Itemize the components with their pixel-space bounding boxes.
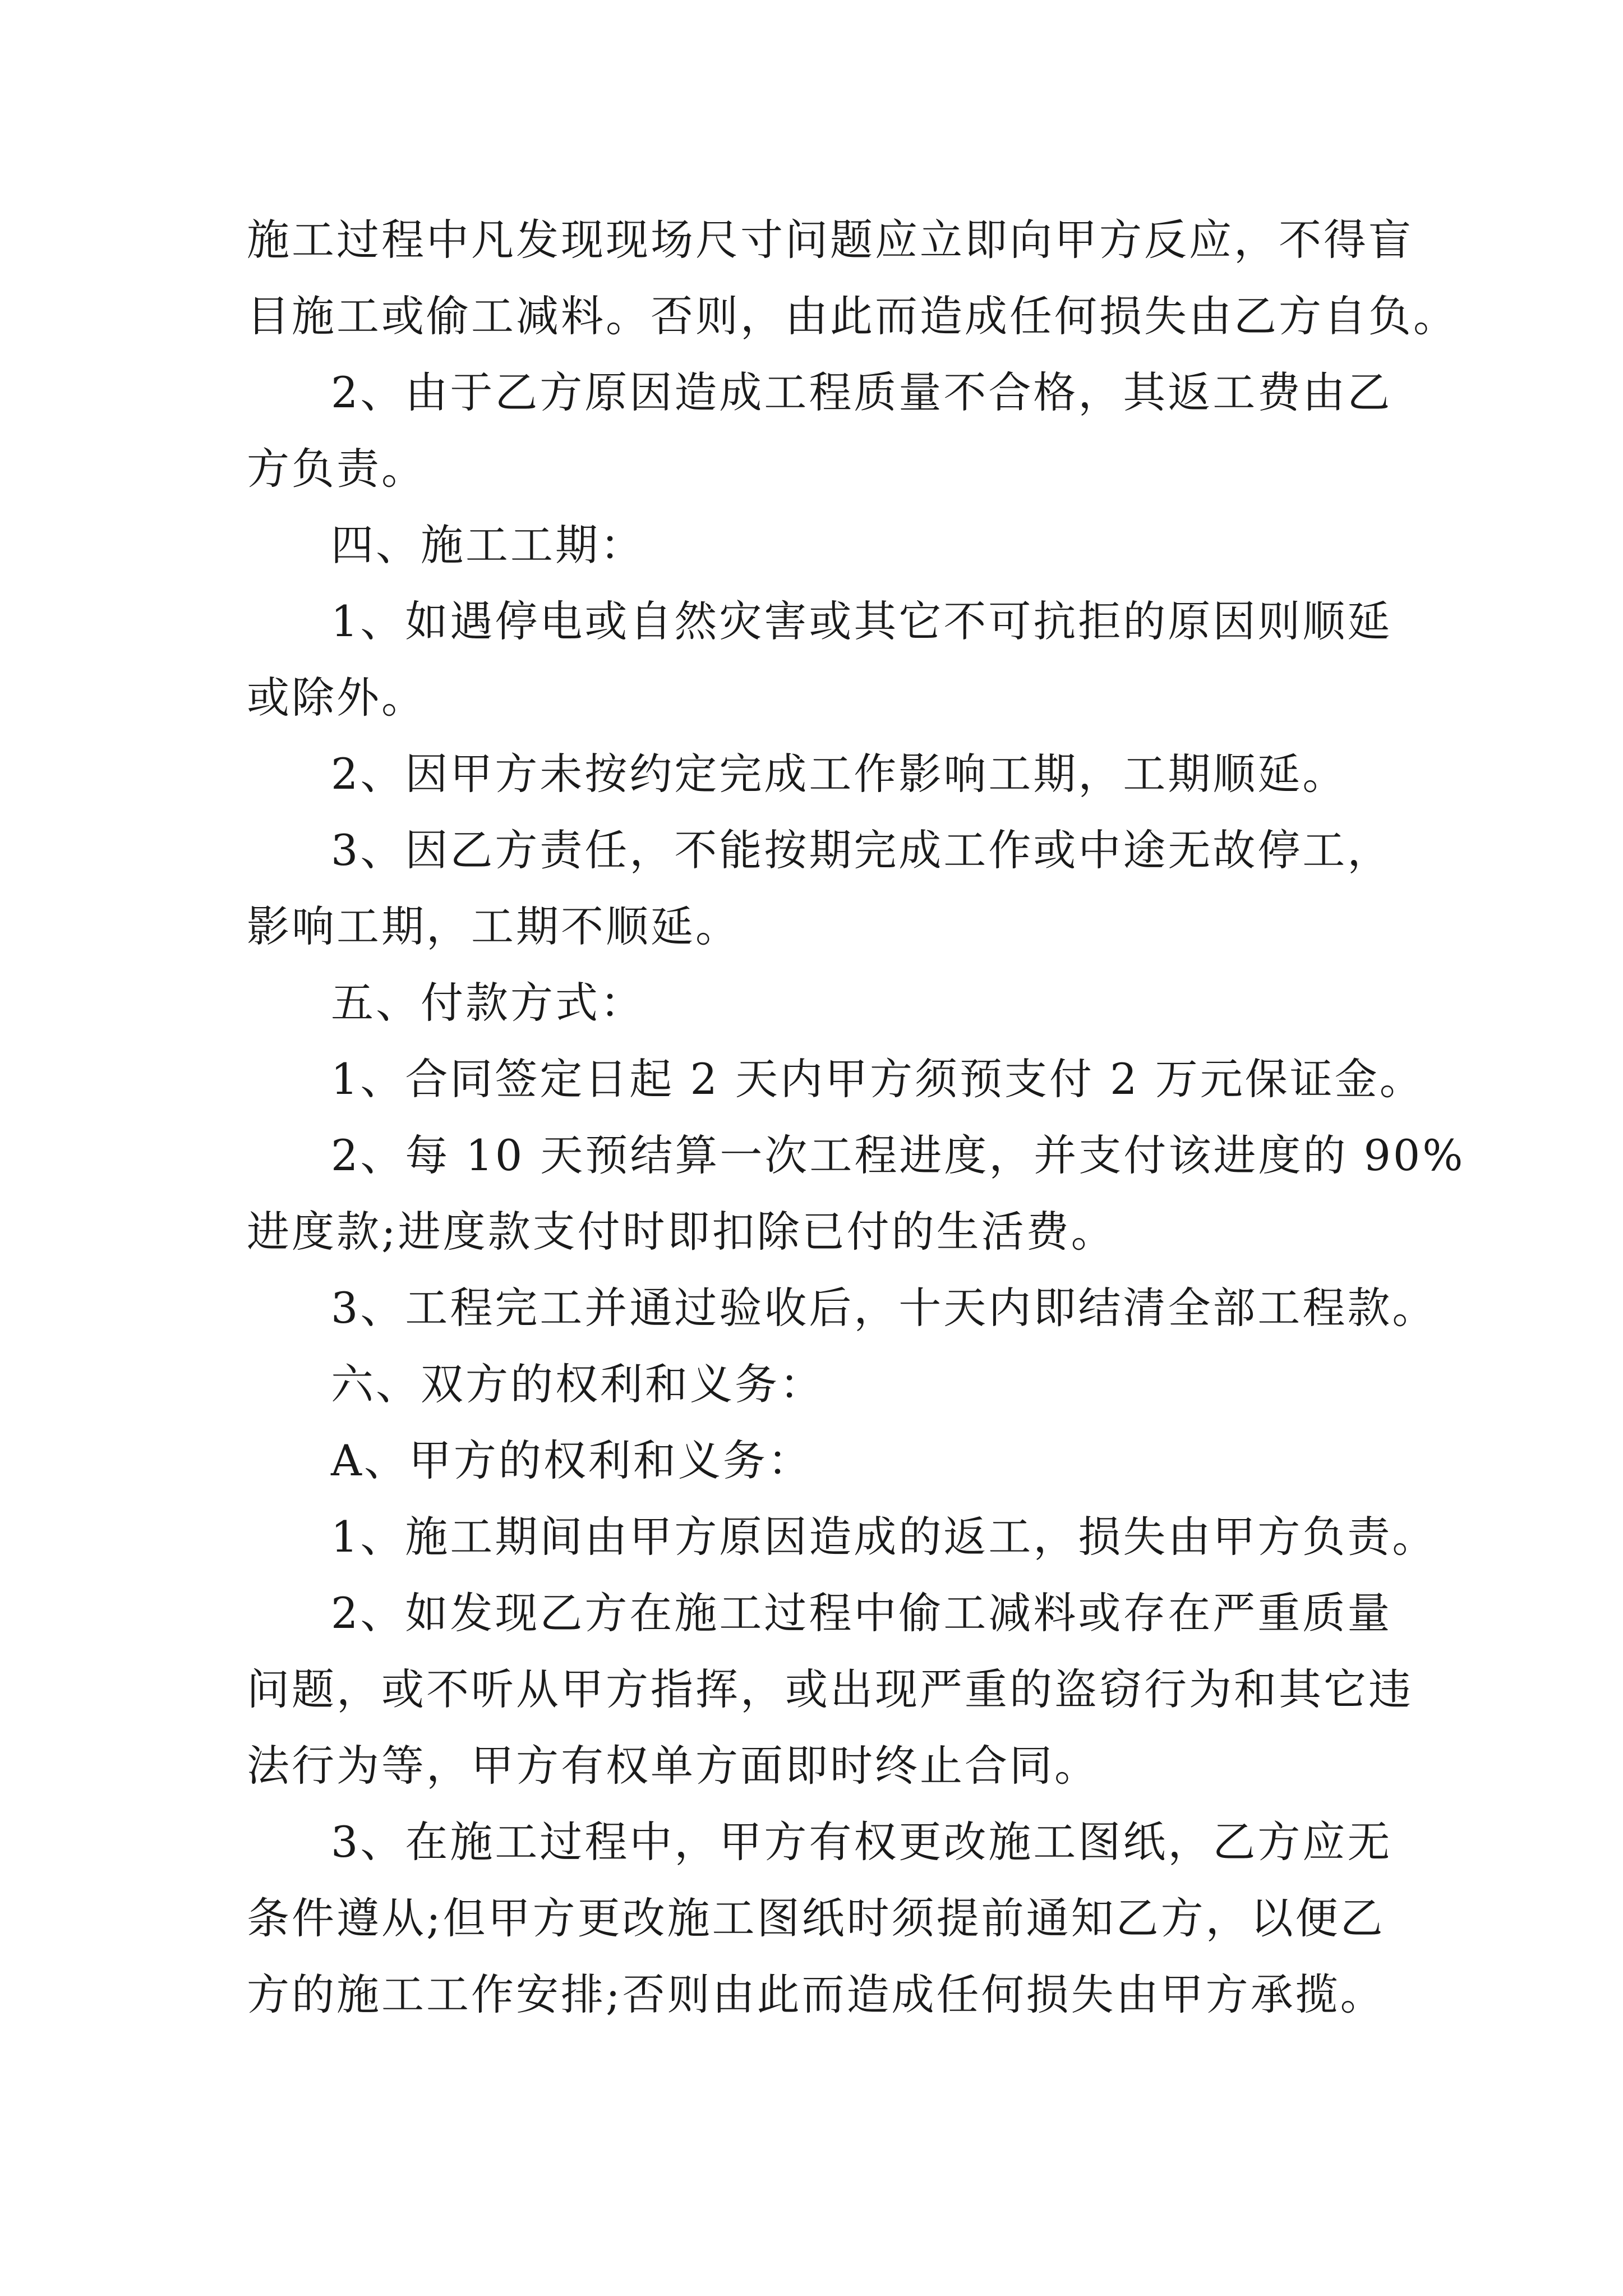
body-line: 1、如遇停电或自然灾害或其它不可抗拒的原因则顺延 xyxy=(331,596,1393,646)
body-line: 方负责。 xyxy=(247,444,426,494)
body-line: 1、合同签定日起 2 天内甲方须预支付 2 万元保证金。 xyxy=(331,1054,1424,1104)
body-line: 方的施工工作安排;否则由此而造成任何损失由甲方承揽。 xyxy=(247,1970,1385,2019)
body-line: 目施工或偷工减料。否则，由此而造成任何损失由乙方自负。 xyxy=(247,291,1458,341)
section-heading: 四、施工工期： xyxy=(331,520,645,570)
body-line: 法行为等，甲方有权单方面即时终止合同。 xyxy=(247,1741,1099,1791)
body-line: 3、因乙方责任，不能按期完成工作或中途无故停工， xyxy=(331,825,1393,875)
body-line: 2、因甲方未按约定完成工作影响工期，工期顺延。 xyxy=(331,749,1348,799)
body-line: 1、施工期间由甲方原因造成的返工，损失由甲方负责。 xyxy=(331,1512,1437,1562)
section-heading: 六、双方的权利和义务： xyxy=(331,1359,824,1409)
subsection-heading: A、甲方的权利和义务： xyxy=(331,1435,813,1485)
body-line: 条件遵从;但甲方更改施工图纸时须提前通知乙方，以便乙 xyxy=(247,1893,1385,1943)
body-line: 施工过程中凡发现现场尺寸问题应立即向甲方反应，不得盲 xyxy=(247,215,1413,265)
body-line: 进度款;进度款支付时即扣除已付的生活费。 xyxy=(247,1207,1116,1257)
body-line: 2、由于乙方原因造成工程质量不合格，其返工费由乙 xyxy=(331,367,1393,417)
section-heading: 五、付款方式： xyxy=(331,978,645,1028)
body-line: 2、每 10 天预结算一次工程进度，并支付该进度的 90% xyxy=(331,1130,1465,1180)
body-line: 3、在施工过程中，甲方有权更改施工图纸，乙方应无 xyxy=(331,1817,1393,1867)
body-line: 问题，或不听从甲方指挥，或出现严重的盗窃行为和其它违 xyxy=(247,1664,1413,1714)
document-body xyxy=(247,202,1465,2033)
body-line: 影响工期，工期不顺延。 xyxy=(247,901,740,951)
body-line: 3、工程完工并通过验收后，十天内即结清全部工程款。 xyxy=(331,1283,1437,1333)
body-line: 或除外。 xyxy=(247,673,426,723)
body-line: 2、如发现乙方在施工过程中偷工减料或存在严重质量 xyxy=(331,1588,1393,1638)
